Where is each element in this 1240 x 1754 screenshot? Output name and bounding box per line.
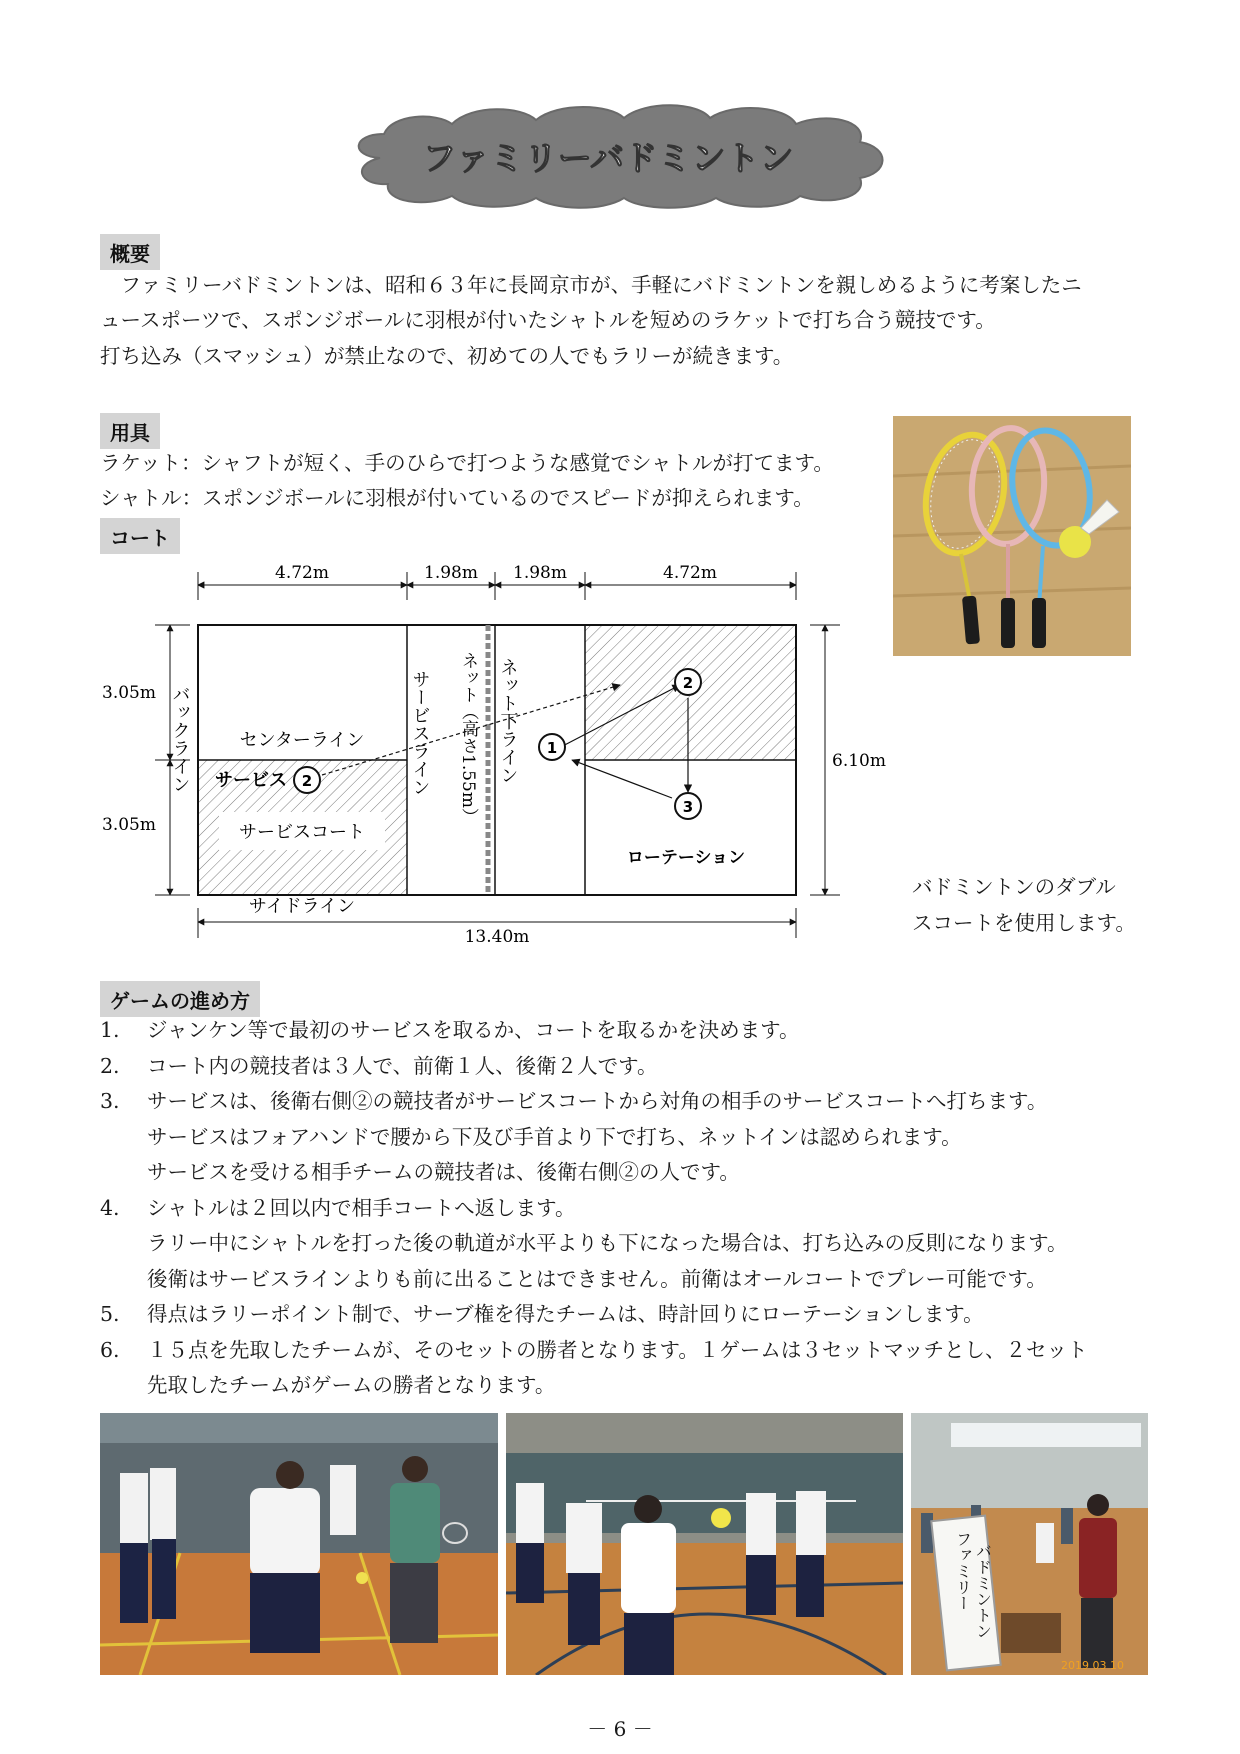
equipment-line-shuttle: シャトル：スポンジボールに羽根が付いているのでスピードが抑えられます。: [100, 486, 814, 510]
page-number: － 6 －: [587, 1717, 653, 1741]
rule-number: 5.: [100, 1302, 120, 1326]
rule-item: [100, 1297, 1088, 1333]
rule-line: 後衛はサービスラインよりも前に出ることはできません。前衛はオールコートでプレー可能です。: [147, 1266, 1047, 1291]
game-photo-3: [911, 1413, 1148, 1675]
label-service-line: サービスライン: [409, 670, 431, 796]
label-under-net-line: ネット下ライン: [497, 658, 519, 784]
rotation-arrow-3-1: [572, 760, 672, 798]
rule-line: コート内の競技者は３人で、前衛１人、後衛２人です。: [147, 1053, 658, 1078]
overview-line-1: ファミリーバドミントンは、昭和６３年に長岡京市が、手軽にバドミントンを親しめるように考案したニ: [100, 273, 1082, 297]
sign-text-2: バドミントン: [973, 1543, 993, 1639]
racket-photo: [893, 416, 1131, 656]
overview-line-2: ュースポーツで、スポンジボールに羽根が付いたシャトルを短めのラケットで打ち合う競技です。: [100, 308, 996, 332]
rule-line: サービスを受ける相手チームの競技者は、後衛右側②の人です。: [147, 1160, 740, 1184]
label-service: サービス: [215, 770, 287, 791]
rule-item: [100, 1049, 1088, 1085]
rule-line: サービスは、後衛右側②の競技者がサービスコートから対角の相手のサービスコートへ打ちます。: [147, 1089, 1048, 1113]
how-to-play-heading: ゲームの進め方: [100, 981, 260, 1017]
rule-line: 得点はラリーポイント制で、サーブ権を得たチームは、時計回りにローテーションします。: [147, 1302, 984, 1326]
rule-line: １５点を先取したチームが、そのセットの勝者となります。１ゲームは３セットマッチとし、２セット: [147, 1337, 1088, 1362]
rule-line: サービスはフォアハンドで腰から下及び手首より下で打ち、ネットインは認められます。: [147, 1124, 962, 1149]
rule-item: [100, 1333, 1088, 1404]
rule-number: 6.: [100, 1337, 120, 1362]
game-photo-1: [100, 1413, 498, 1675]
label-net: ネット（高さ1.55m）: [458, 652, 478, 825]
court-note-line-1: バドミントンのダブル: [912, 875, 1116, 899]
rules-list: [100, 1013, 1088, 1404]
rule-item: [100, 1084, 1088, 1191]
dim-left-lower: 3.05m: [102, 815, 156, 835]
position-3-label: 3: [682, 798, 694, 816]
rule-number: 2.: [100, 1053, 120, 1078]
rule-item: [100, 1191, 1088, 1298]
dim-bottom: 13.40m: [464, 927, 530, 947]
dim-left-upper: 3.05m: [102, 683, 156, 703]
rule-line: ジャンケン等で最初のサービスを取るか、コートを取るかを決めます。: [147, 1018, 800, 1042]
label-center-line: センターライン: [239, 730, 365, 751]
dim-top-4: 4.72m: [663, 563, 717, 583]
court-diagram: [90, 560, 910, 960]
rule-number: 4.: [100, 1195, 120, 1220]
label-service-position: 2: [301, 772, 313, 790]
label-back-line: バックライン: [169, 685, 191, 793]
position-1-label: 1: [546, 739, 558, 757]
court-note-line-2: スコートを使用します。: [912, 911, 1136, 935]
equipment-heading: 用具: [100, 413, 160, 449]
dim-right: 6.10m: [832, 751, 886, 771]
label-side-line: サイドライン: [248, 896, 356, 917]
label-service-court: サービスコート: [239, 822, 365, 843]
page-title: ファミリーバドミントン: [422, 139, 794, 179]
game-photo-2: [506, 1413, 903, 1675]
label-rotation: ローテーション: [626, 848, 746, 868]
rule-number: 3.: [100, 1089, 120, 1113]
court-heading: コート: [100, 518, 180, 554]
title-banner: [340, 98, 900, 210]
dim-top-2: 1.98m: [424, 563, 478, 583]
overview-heading: 概要: [100, 234, 160, 270]
rule-line: 先取したチームがゲームの勝者となります。: [147, 1373, 556, 1397]
rule-number: 1.: [100, 1018, 120, 1042]
rule-line: ラリー中にシャトルを打った後の軌道が水平よりも下になった場合は、打ち込みの反則になります。: [147, 1231, 1068, 1255]
photo-date-stamp: 2019 03 10: [1061, 1659, 1124, 1672]
position-2-label: 2: [682, 674, 694, 692]
dim-top-3: 1.98m: [513, 563, 567, 583]
dim-top-1: 4.72m: [275, 563, 329, 583]
rule-line: シャトルは２回以内で相手コートへ返します。: [147, 1195, 576, 1220]
equipment-line-racket: ラケット：シャフトが短く、手のひらで打つような感覚でシャトルが打てます。: [100, 451, 834, 475]
rule-item: [100, 1013, 1088, 1049]
overview-line-3: 打ち込み（スマッシュ）が禁止なので、初めての人でもラリーが続きます。: [100, 344, 794, 368]
sign-text-1: ファミリー: [953, 1531, 973, 1611]
